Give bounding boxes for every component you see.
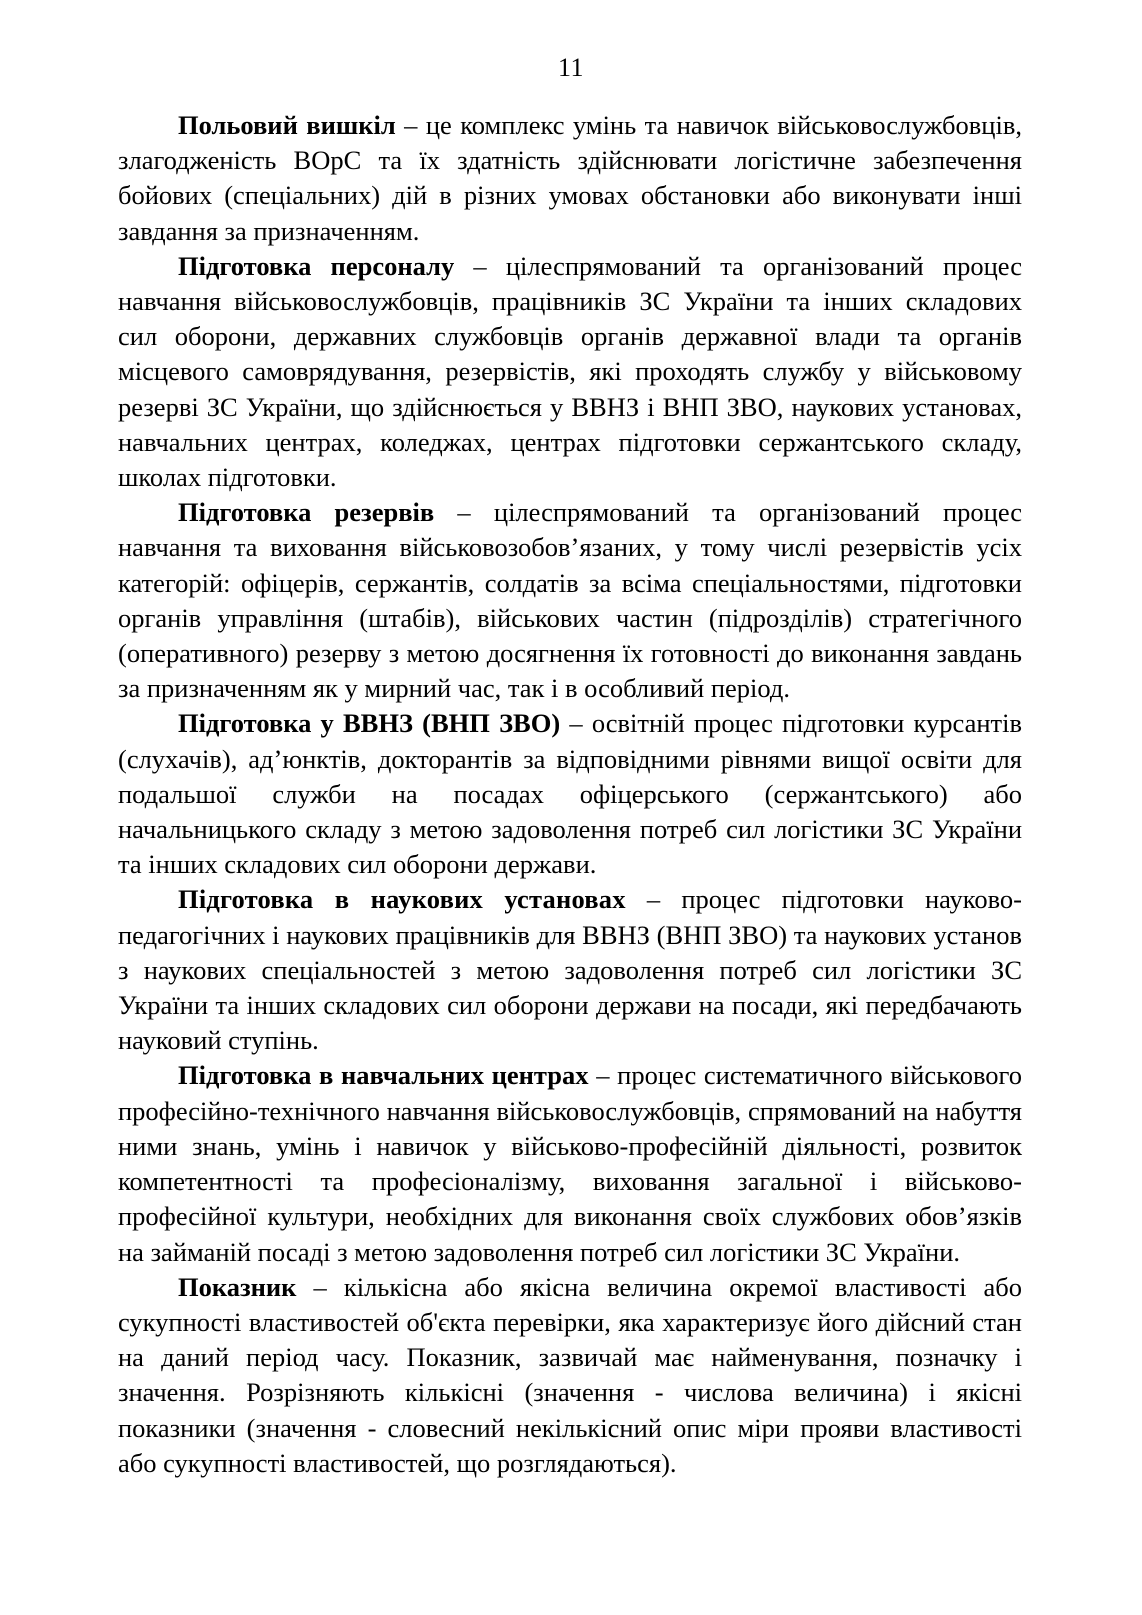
dash-2: – — [434, 497, 494, 528]
definition-0: це комплекс умінь та навичок військовослужбовців, злагодженість ВОрС та їх здатність здійснювати логістичне забезпечення бойових (спеціальних) дій в різних умовах обстановки або виконувати інші завдання за призначенням. — [118, 110, 1022, 246]
dash-4: – — [625, 884, 682, 915]
term-pokaznyk: Показник — [178, 1271, 297, 1302]
paragraph-pidhotovka-v-navchalnykh-tsentrakh — [118, 1058, 1022, 1269]
page-number: 11 — [557, 53, 585, 82]
dash-1: – — [454, 250, 506, 281]
dash-5: – — [588, 1060, 618, 1091]
term-pidhotovka-rezerviv: Підготовка резервів — [178, 497, 435, 528]
dash-6: – — [296, 1271, 344, 1302]
dash-3: – — [560, 708, 592, 739]
paragraph-pidhotovka-rezerviv — [118, 495, 1022, 706]
term-pidhotovka-v-navchalnykh-tsentrakh: Підготовка в навчальних центрах — [178, 1060, 589, 1091]
paragraph-pidhotovka-v-naukovykh-ustanovakh — [118, 882, 1022, 1058]
definition-5: процес систематичного військового професійно-технічного навчання військовослужбовців, спрямований на набуття ними знань, умінь і навичок у військово-професійній діяльності, розвиток компетентності та професіоналізму, виховання загальної і військово-професійної культури, необхідних для виконання своїх службових обов’язків на займаній посаді з метою задоволення потреб сил логістики ЗС України. — [118, 1060, 1023, 1267]
term-pidhotovka-personalu: Підготовка персоналу — [178, 250, 455, 281]
definition-2: цілеспрямований та організований процес навчання та виховання військовозобов’язаних, у тому числі резервістів усіх категорій: офіцерів, сержантів, солдатів за всіма спеціальностями, підготовки органів управління (штабів), військових частин (підрозділів) стратегічного (оперативного) резерву з метою досягнення їх готовності до виконання завдань за призначенням як у мирний час, так і в особливий період. — [118, 497, 1023, 704]
definition-6: кількісна або якісна величина окремої властивості або сукупності властивостей об'єкта перевірки, яка характеризує його дійсний стан на даний період часу. Показник, зазвичай має найменування, позначку і значення. Розрізняють кількісні (значення - числова величина) і якісні показники (значення - словесний некількісний опис міри прояви властивості або сукупності властивостей, що розглядаються). — [118, 1271, 1023, 1478]
paragraph-pidhotovka-u-vvnz — [118, 706, 1022, 882]
dash-0: – — [395, 110, 426, 140]
paragraph-pidhotovka-personalu — [118, 249, 1022, 495]
term-polovyi-vyshkil: Польовий вишкіл — [178, 110, 396, 140]
definition-3: освітній процес підготовки курсантів (слухачів), ад’юнктів, докторантів за відповідними рівнями вищої освіти для подальшої служби на посадах офіцерського (сержантського) або начальницького складу з метою задоволення потреб сил логістики ЗС України та інших складових сил оборони держави. — [118, 708, 1022, 880]
page-body — [118, 108, 1022, 1481]
paragraph-pokaznyk — [118, 1270, 1022, 1481]
term-pidhotovka-u-vvnz: Підготовка у ВВНЗ (ВНП ЗВО) — [178, 708, 561, 739]
definition-4: процес підготовки науково-педагогічних і наукових працівників для ВВНЗ (ВНП ЗВО) та наукових установ з наукових спеціальностей з метою задоволення потреб сил логістики ЗС України та інших складових сил оборони держави на посади, які передбачають науковий ступінь. — [118, 884, 1022, 1056]
paragraph-polovyi-vyshkil — [118, 108, 1022, 249]
definition-1: цілеспрямований та організований процес навчання військовослужбовців, працівників ЗС України та інших складових сил оборони, державних службовців органів державної влади та органів місцевого самоврядування, резервістів, які проходять службу у військовому резерві ЗС України, що здійснюється у ВВНЗ і ВНП ЗВО, наукових установах, навчальних центрах, коледжах, центрах підготовки сержантського складу, школах підготовки. — [118, 250, 1022, 493]
term-pidhotovka-v-naukovykh-ustanovakh: Підготовка в наукових установах — [178, 884, 626, 915]
